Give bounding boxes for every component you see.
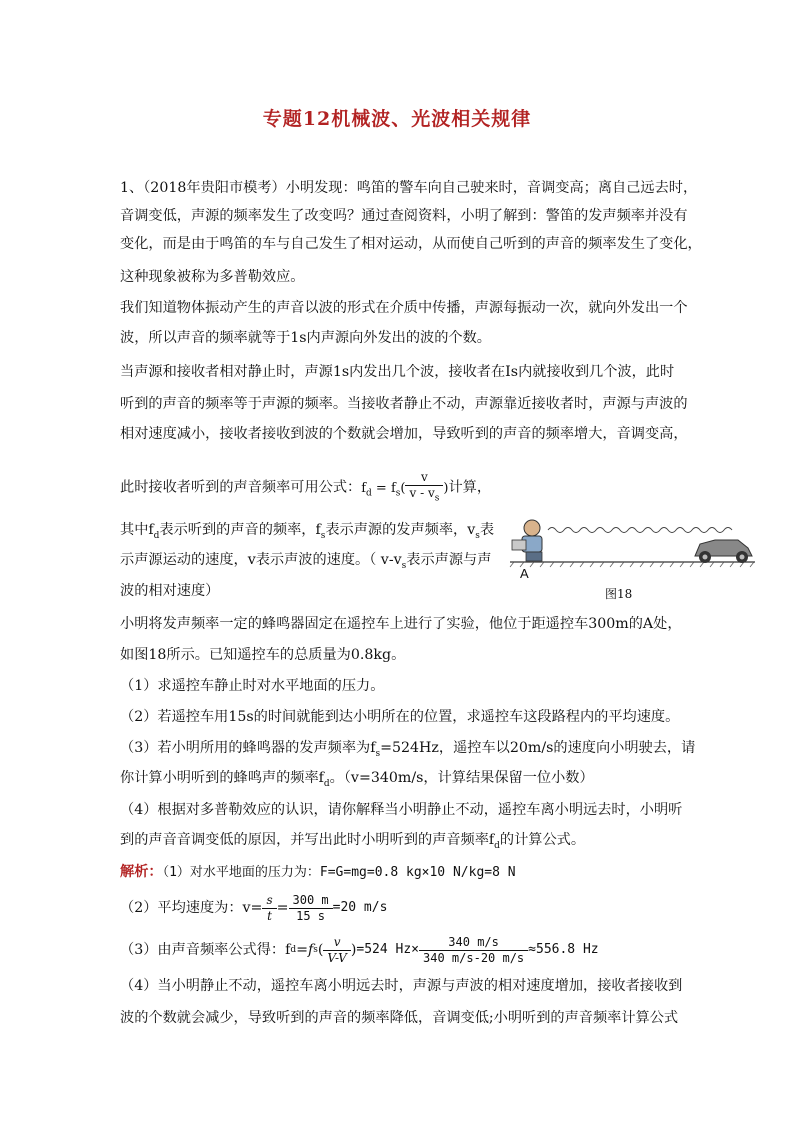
text-fragment: 。（v=340m/s，计算结果保留一位小数） bbox=[329, 770, 594, 786]
text-fragment: =524 Hz× bbox=[356, 942, 420, 957]
text-line: 波的相对速度） bbox=[120, 583, 220, 599]
fraction bbox=[323, 935, 350, 966]
formula-fs: f bbox=[390, 480, 396, 496]
text-line bbox=[120, 830, 585, 856]
text-fragment: （3）若小明所用的蜂鸣器的发声频率为f bbox=[120, 740, 376, 756]
text-line: 如图18所示。已知遥控车的总质量为0.8kg。 bbox=[120, 647, 406, 663]
answer-text: （1）对水平地面的压力为：F=G=mg=0.8 kg×10 N/kg=8 N bbox=[162, 865, 516, 880]
fraction-numerator: v bbox=[405, 470, 443, 486]
question-1: （1）求遥控车静止时对水平地面的压力。 bbox=[120, 678, 385, 694]
fraction-numerator: s bbox=[262, 893, 276, 909]
text-line: 听到的声音的频率等于声源的频率。当接收者静止不动，声源靠近接收者时，声源与声波的 bbox=[120, 396, 688, 412]
subscript: d bbox=[153, 530, 160, 541]
question-2: （2）若遥控车用15s的时间就能到达小明所在的位置，求遥控车这段路程内的平均速度。 bbox=[120, 709, 680, 725]
text-fragment: 表 bbox=[479, 522, 495, 538]
text-fragment: 的计算公式。 bbox=[499, 832, 586, 848]
car-icon bbox=[695, 540, 752, 563]
subscript: s bbox=[401, 560, 407, 571]
subscript: d bbox=[323, 778, 330, 789]
text-fragment: 表示声源的发声频率，v bbox=[325, 522, 476, 538]
text-line: 相对速度减小，接收者接收到波的个数就会增加，导致听到的声音的频率增大，音调变高， bbox=[120, 426, 688, 442]
answer-4: （4）当小明静止不动，遥控车离小明远去时，声源与声波的相对速度增加，接收者接收到 bbox=[120, 978, 683, 994]
text-fragment: =20 m/s bbox=[332, 900, 388, 915]
fraction-numerator: 340 m/s bbox=[419, 935, 528, 951]
page-title: 专题12机械波、光波相关规律 bbox=[262, 108, 532, 130]
text-line bbox=[120, 550, 491, 576]
fraction-denominator: 15 s bbox=[296, 908, 326, 923]
formula-line bbox=[120, 470, 491, 506]
text-line: 波，所以声音的频率就等于1s内声源向外发出的波的个数。 bbox=[120, 330, 491, 346]
text-fragment: 计算， bbox=[448, 479, 492, 496]
formula-eq: = bbox=[375, 480, 387, 496]
fraction-denominator: t bbox=[267, 908, 272, 923]
subscript: s bbox=[375, 748, 381, 759]
formula-sub: s bbox=[395, 488, 401, 499]
text-fragment: 示声源运动的速度，v表示声波的速度。（ v-v bbox=[120, 552, 402, 568]
sound-wave bbox=[548, 528, 732, 533]
fraction bbox=[262, 893, 276, 924]
doppler-formula: $f_d = f_s$( $\frac{v}{v - v_s}$ ) bbox=[361, 481, 448, 496]
text-fragment: 其中f bbox=[120, 522, 154, 538]
question-4: （4）根据对多普勒效应的认识，请你解释当小明静止不动，遥控车离小明远去时，小明听 bbox=[120, 802, 683, 818]
person-icon bbox=[512, 520, 542, 561]
point-a-label: A bbox=[520, 566, 529, 581]
figure-caption: 图18 bbox=[605, 587, 633, 601]
subscript: d bbox=[494, 840, 500, 851]
subscript: s bbox=[320, 530, 326, 541]
formula-fraction bbox=[405, 470, 443, 506]
formula-sub: d bbox=[366, 488, 372, 499]
subscript: d bbox=[290, 945, 297, 955]
answer-2: （2）平均速度为：v= $\frac{s}{t}$ = $\frac{300 m}{15 s}$ =20 m/s bbox=[120, 892, 388, 923]
text-fragment: ≈556.8 Hz bbox=[528, 942, 599, 957]
text-line: 这种现象被称为多普勒效应。 bbox=[120, 269, 305, 285]
fraction bbox=[289, 893, 333, 924]
formula-fd: f bbox=[361, 480, 367, 496]
fraction-numerator: 300 m bbox=[289, 893, 333, 909]
fraction bbox=[419, 935, 528, 966]
text-fragment: （3）由声音频率公式得：f bbox=[120, 942, 291, 958]
text-fragment: （2）平均速度为：v= bbox=[120, 900, 263, 916]
text-fragment: 到的声音音调变低的原因，并写出此时小明听到的声音频率f bbox=[120, 832, 495, 848]
text-fragment: =524Hz，遥控车以20m/s的速度向小明驶去，请 bbox=[380, 740, 696, 756]
fraction-numerator: v bbox=[323, 935, 350, 951]
text-line: 当声源和接收者相对静止时，声源1s内发出几个波，接收者在Is内就接收到几个波，此时 bbox=[120, 364, 675, 380]
answer-3: （3）由声音频率公式得：f d =f s ( $\frac{v}{V-V}$ ) =524 Hz× $\frac{340 m/s}{340 m/s-20 m/s}$ ≈556.8 Hz bbox=[120, 934, 599, 965]
text-fragment: 表示声源与声 bbox=[406, 552, 492, 568]
text-fragment: 表示听到的声音的频率，f bbox=[159, 522, 321, 538]
question-3 bbox=[120, 738, 695, 764]
text-fragment: 你计算小明听到的蜂鸣声的频率f bbox=[120, 770, 324, 786]
answer-label: 解析： bbox=[120, 864, 163, 880]
subscript: s bbox=[313, 945, 318, 955]
text-line: 变化，而是由于鸣笛的车与自己发生了相对运动，从而使自己听到的声音的频率发生了变化， bbox=[120, 236, 702, 252]
den-text: v - v bbox=[409, 486, 435, 500]
text-line: 小明将发声频率一定的蜂鸣器固定在遥控车上进行了实验，他位于距遥控车300m的A处， bbox=[120, 616, 682, 632]
subscript: s bbox=[475, 530, 480, 541]
text-line: 我们知道物体振动产生的声音以波的形式在介质中传播，声源每振动一次，就向外发出一个 bbox=[120, 300, 688, 316]
text-line: 1、（2018年贵阳市模考）小明发现：鸣笛的警车向自己驶来时，音调变高；离自己远去时， bbox=[120, 180, 698, 196]
fraction-denominator: 340 m/s-20 m/s bbox=[423, 950, 525, 965]
text-line: 波的个数就会减少，导致听到的声音的频率降低，音调变低;小明听到的声音频率计算公式 bbox=[120, 1010, 679, 1026]
ground-hatch bbox=[510, 562, 754, 567]
formula-sub: s bbox=[434, 493, 440, 504]
text-line: 音调变低，声源的频率发生了改变吗？通过查阅资料，小明了解到：警笛的发声频率并没有 bbox=[120, 208, 688, 224]
fraction-denominator bbox=[405, 486, 443, 506]
answer-1 bbox=[120, 862, 516, 883]
text-fragment: 此时接收者听到的声音频率可用公式： bbox=[120, 479, 362, 496]
text-line bbox=[120, 520, 494, 546]
text-line bbox=[120, 768, 594, 794]
fraction-denominator: V-V bbox=[327, 950, 347, 965]
